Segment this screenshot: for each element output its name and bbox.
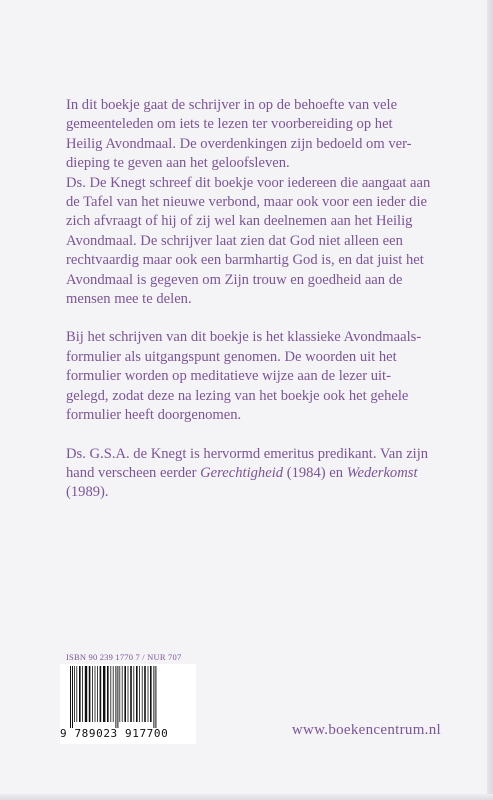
cover-edge-shadow-right [487,0,493,800]
isbn-label: ISBN 90 239 1770 7 / NUR 707 [66,652,182,662]
blurb-text [66,96,438,503]
p1-line: Avondmaal is gegeven om Zijn trouw en goedheid aan de [66,271,403,288]
p1-line: de Tafel van het nieuwe verbond, maar ook voor een ieder die [66,194,427,211]
p1-line: Avondmaal. De schrijver laat zien dat God niet alleen een [66,232,403,249]
p1-line: mensen mee te delen. [66,291,192,308]
publisher-website: www.boekencentrum.nl [291,722,441,738]
cover-edge-shadow-bottom [0,794,493,800]
bio-line: Ds. G.S.A. de Knegt is hervormd emeritus predikant. Van zijn [66,445,429,462]
paragraph-2 [66,328,438,425]
bio-line: (1989). [66,484,109,501]
p2-line: formulier heeft doorgenomen. [66,407,242,424]
book-title-wederkomst: Wederkomst [346,464,418,481]
p1-line: gemeenteleden om iets te lezen ter voorbereiding op het [66,116,393,133]
paragraph-1 [66,96,438,309]
p1-line: zich afvraagt of hij of zij wel kan deelnemen aan het Heilig [66,213,413,230]
barcode [60,664,196,744]
p1-line: rechtvaardig maar ook een barmhartig God is, en dat juist het [66,252,424,269]
p2-line: gelegd, zodat deze na lezing van het boekje ook het gehele [66,387,409,404]
bio-text: (1984) en [283,464,347,481]
bio-text: hand verscheen eerder [66,464,201,481]
p2-line: Bij het schrijven van dit boekje is het klassieke Avondmaals- [66,329,422,346]
p2-line: formulier als uitgangspunt genomen. De woorden uit het [66,348,397,365]
p1-line: dieping te geven aan het geloofsleven. [66,155,290,172]
p1-line: Heilig Avondmaal. De overdenkingen zijn bedoeld om ver- [66,135,412,152]
author-bio [66,445,438,503]
barcode-number: 9 789023 917700 [60,727,169,740]
book-title-gerechtigheid: Gerechtigheid [200,464,284,481]
ean13-barcode-icon [68,666,188,728]
p2-line: formulier worden op meditatieve wijze aan de lezer uit- [66,368,391,385]
p1-line: Ds. De Knegt schreef dit boekje voor iedereen die aangaat aan [66,174,431,191]
p1-line: In dit boekje gaat de schrijver in op de behoefte van vele [66,97,398,113]
